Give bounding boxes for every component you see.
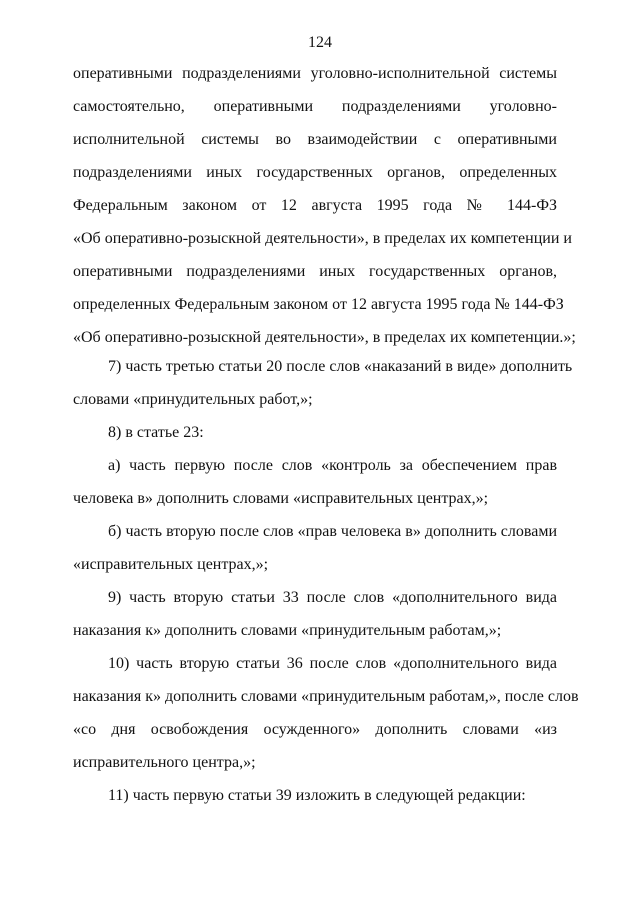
text-line: подразделениями иных государственных органов, определенных bbox=[73, 164, 557, 181]
page-number: 124 bbox=[308, 34, 332, 51]
text-line: оперативными подразделениями иных государственных органов, bbox=[73, 263, 557, 280]
text-line: «со дня освобождения осужденного» дополнить словами «из bbox=[73, 721, 557, 738]
text-line: самостоятельно, оперативными подразделениями уголовно- bbox=[73, 98, 557, 115]
text-line: наказания к» дополнить словами «принудительным работам,»; bbox=[73, 622, 502, 639]
text-line: «исправительных центрах,»; bbox=[73, 556, 269, 573]
text-line: «Об оперативно-розыскной деятельности», в пределах их компетенции и bbox=[73, 230, 572, 247]
text-line: определенных Федеральным законом от 12 августа 1995 года № 144-ФЗ bbox=[73, 296, 564, 313]
text-line: словами «принудительных работ,»; bbox=[73, 391, 313, 408]
text-line: наказания к» дополнить словами «принудительным работам,», после слов bbox=[73, 688, 579, 705]
text-line: 11) часть первую статьи 39 изложить в следующей редакции: bbox=[108, 787, 526, 804]
text-line: исправительного центра,»; bbox=[73, 754, 256, 771]
text-line: Федеральным законом от 12 августа 1995 года № 144-ФЗ bbox=[73, 197, 557, 214]
text-line: исполнительной системы во взаимодействии с оперативными bbox=[73, 131, 557, 148]
text-line: «Об оперативно-розыскной деятельности», в пределах их компетенции.»; bbox=[73, 329, 576, 346]
text-line: 8) в статье 23: bbox=[108, 424, 204, 441]
text-line: 9) часть вторую статьи 33 после слов «дополнительного вида bbox=[108, 589, 557, 606]
text-line: человека в» дополнить словами «исправительных центрах,»; bbox=[73, 490, 489, 507]
text-line: б) часть вторую после слов «прав человека в» дополнить словами bbox=[108, 523, 557, 540]
text-line: оперативными подразделениями уголовно-исполнительной системы bbox=[73, 65, 557, 82]
text-line: а) часть первую после слов «контроль за обеспечением прав bbox=[108, 457, 557, 474]
text-line: 7) часть третью статьи 20 после слов «наказаний в виде» дополнить bbox=[108, 358, 573, 375]
text-line: 10) часть вторую статьи 36 после слов «дополнительного вида bbox=[108, 655, 557, 672]
